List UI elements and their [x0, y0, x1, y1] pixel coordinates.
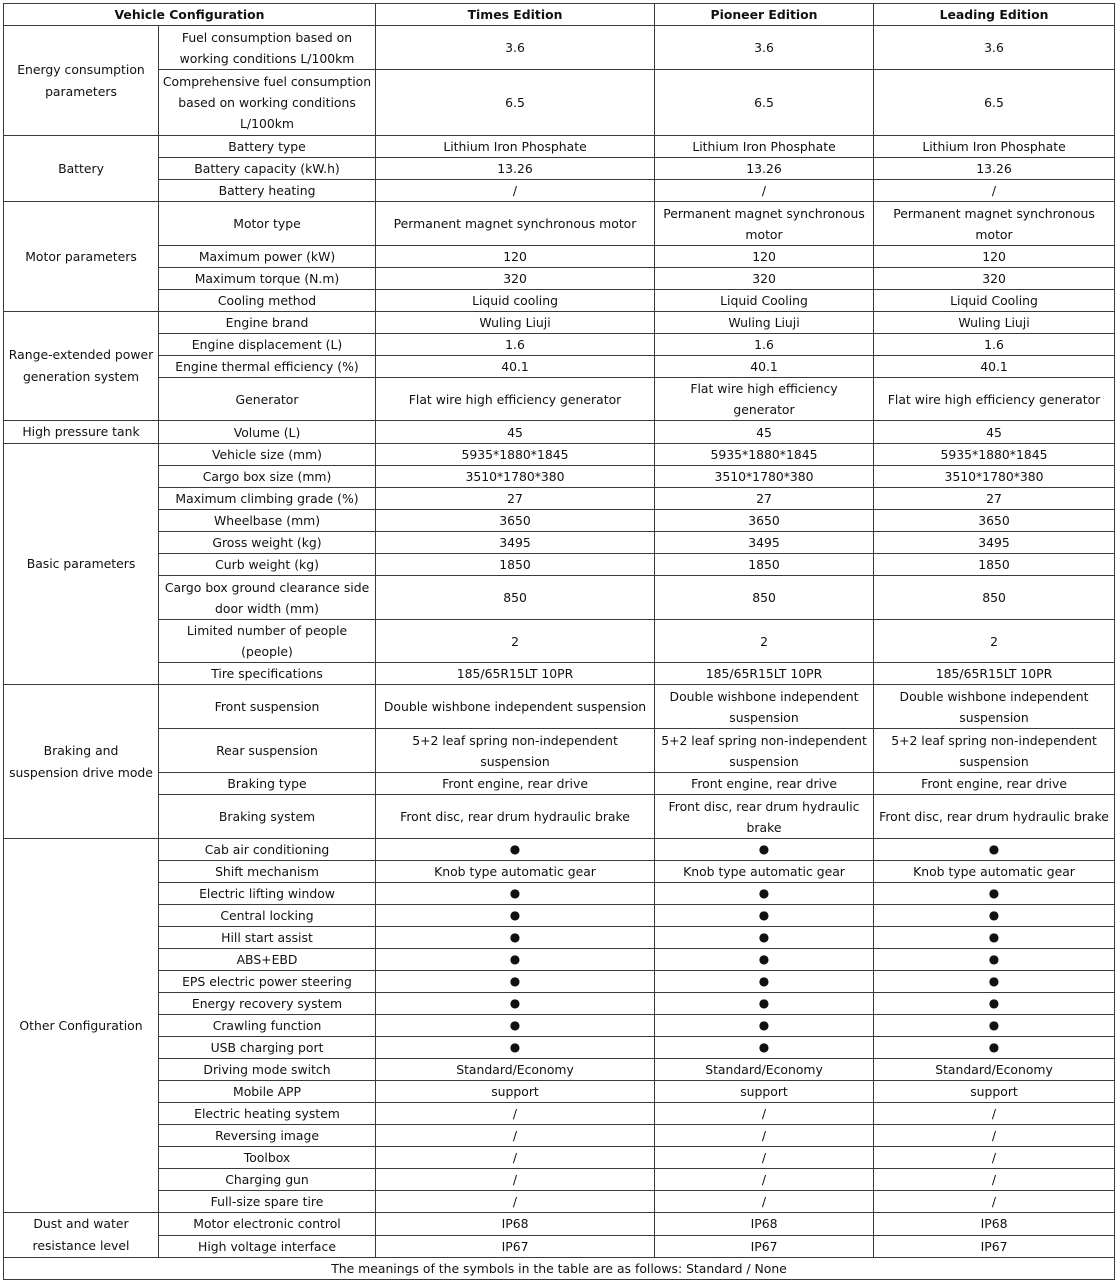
cell-pioneer-edition: ● [655, 993, 874, 1015]
row-label: Cab air conditioning [159, 839, 376, 861]
cell-leading-edition: 3510*1780*380 [874, 466, 1115, 488]
cell-times-edition: Front disc, rear drum hydraulic brake [376, 795, 655, 839]
table-row [4, 1213, 1115, 1236]
cell-leading-edition: Knob type automatic gear [874, 861, 1115, 883]
cell-leading-edition: ● [874, 839, 1115, 861]
cell-times-edition: Knob type automatic gear [376, 861, 655, 883]
group-label: Motor parameters [4, 202, 159, 312]
cell-pioneer-edition: ● [655, 883, 874, 905]
table-row [4, 576, 1115, 620]
row-label: Electric heating system [159, 1103, 376, 1125]
cell-leading-edition: Wuling Liuji [874, 312, 1115, 334]
row-label: Maximum torque (N.m) [159, 268, 376, 290]
row-label: Shift mechanism [159, 861, 376, 883]
cell-leading-edition: 3650 [874, 510, 1115, 532]
cell-pioneer-edition: ● [655, 1015, 874, 1037]
cell-times-edition: 13.26 [376, 158, 655, 180]
table-row [4, 202, 1115, 246]
cell-times-edition: 3650 [376, 510, 655, 532]
cell-times-edition: ● [376, 949, 655, 971]
cell-pioneer-edition: Front disc, rear drum hydraulic brake [655, 795, 874, 839]
cell-leading-edition: / [874, 1191, 1115, 1213]
table-row [4, 554, 1115, 576]
header-row [4, 4, 1115, 26]
cell-leading-edition: Liquid Cooling [874, 290, 1115, 312]
cell-pioneer-edition: Knob type automatic gear [655, 861, 874, 883]
cell-leading-edition: ● [874, 971, 1115, 993]
cell-leading-edition: 5935*1880*1845 [874, 444, 1115, 466]
group-label: Battery [4, 136, 159, 202]
cell-leading-edition: / [874, 180, 1115, 202]
row-label: Wheelbase (mm) [159, 510, 376, 532]
vehicle-configuration-table [3, 3, 1115, 1280]
row-label: Engine thermal efficiency (%) [159, 356, 376, 378]
cell-pioneer-edition: 5+2 leaf spring non-independent suspension [655, 729, 874, 773]
cell-times-edition: / [376, 1191, 655, 1213]
cell-times-edition: 2 [376, 620, 655, 663]
cell-leading-edition: IP68 [874, 1213, 1115, 1236]
footnote: The meanings of the symbols in the table are as follows: Standard / None [4, 1258, 1115, 1280]
table-row [4, 949, 1115, 971]
cell-pioneer-edition: Lithium Iron Phosphate [655, 136, 874, 158]
table-row [4, 905, 1115, 927]
cell-leading-edition: ● [874, 1015, 1115, 1037]
cell-leading-edition: Double wishbone independent suspension [874, 685, 1115, 729]
row-label: USB charging port [159, 1037, 376, 1059]
cell-times-edition: Front engine, rear drive [376, 773, 655, 795]
cell-times-edition: ● [376, 1037, 655, 1059]
cell-times-edition: 6.5 [376, 70, 655, 136]
cell-times-edition: 27 [376, 488, 655, 510]
row-label: Charging gun [159, 1169, 376, 1191]
cell-leading-edition: Front engine, rear drive [874, 773, 1115, 795]
cell-pioneer-edition: IP67 [655, 1235, 874, 1258]
table-row [4, 1235, 1115, 1258]
row-label: Reversing image [159, 1125, 376, 1147]
table-row [4, 1081, 1115, 1103]
cell-leading-edition: Permanent magnet synchronous motor [874, 202, 1115, 246]
row-label: EPS electric power steering [159, 971, 376, 993]
cell-leading-edition: ● [874, 927, 1115, 949]
row-label: Motor electronic control [159, 1213, 376, 1236]
cell-pioneer-edition: 40.1 [655, 356, 874, 378]
group-label: Basic parameters [4, 444, 159, 685]
cell-times-edition: 120 [376, 246, 655, 268]
group-label: Other Configuration [4, 839, 159, 1213]
table-row [4, 839, 1115, 861]
cell-times-edition: Standard/Economy [376, 1059, 655, 1081]
cell-times-edition: ● [376, 993, 655, 1015]
cell-leading-edition: 5+2 leaf spring non-independent suspension [874, 729, 1115, 773]
table-row [4, 70, 1115, 136]
cell-pioneer-edition: 6.5 [655, 70, 874, 136]
group-label: Range-extended power generation system [4, 312, 159, 421]
table-row [4, 488, 1115, 510]
cell-leading-edition: Standard/Economy [874, 1059, 1115, 1081]
header-pioneer-edition: Pioneer Edition [655, 4, 874, 26]
cell-times-edition: 1.6 [376, 334, 655, 356]
cell-times-edition: IP68 [376, 1213, 655, 1236]
cell-times-edition: ● [376, 905, 655, 927]
cell-times-edition: / [376, 1103, 655, 1125]
cell-times-edition: ● [376, 971, 655, 993]
cell-times-edition: Liquid cooling [376, 290, 655, 312]
table-row [4, 1147, 1115, 1169]
row-label: Cargo box ground clearance side door width (mm) [159, 576, 376, 620]
cell-pioneer-edition: Permanent magnet synchronous motor [655, 202, 874, 246]
row-label: Cooling method [159, 290, 376, 312]
table-row [4, 312, 1115, 334]
cell-pioneer-edition: 45 [655, 421, 874, 444]
row-label: Braking system [159, 795, 376, 839]
cell-times-edition: / [376, 1125, 655, 1147]
cell-pioneer-edition: 3510*1780*380 [655, 466, 874, 488]
row-label: Energy recovery system [159, 993, 376, 1015]
cell-leading-edition: support [874, 1081, 1115, 1103]
cell-times-edition: ● [376, 839, 655, 861]
cell-times-edition: 5935*1880*1845 [376, 444, 655, 466]
row-label: Fuel consumption based on working conditions L/100km [159, 26, 376, 70]
cell-pioneer-edition: Liquid Cooling [655, 290, 874, 312]
cell-leading-edition: ● [874, 949, 1115, 971]
cell-times-edition: 45 [376, 421, 655, 444]
cell-pioneer-edition: support [655, 1081, 874, 1103]
cell-leading-edition: / [874, 1169, 1115, 1191]
cell-leading-edition: ● [874, 883, 1115, 905]
table-row [4, 927, 1115, 949]
table-row [4, 861, 1115, 883]
cell-pioneer-edition: / [655, 1103, 874, 1125]
cell-pioneer-edition: Front engine, rear drive [655, 773, 874, 795]
table-row [4, 180, 1115, 202]
table-row [4, 1015, 1115, 1037]
cell-pioneer-edition: / [655, 1147, 874, 1169]
cell-times-edition: 3.6 [376, 26, 655, 70]
table-row [4, 26, 1115, 70]
row-label: Mobile APP [159, 1081, 376, 1103]
table-row [4, 268, 1115, 290]
row-label: ABS+EBD [159, 949, 376, 971]
cell-times-edition: 1850 [376, 554, 655, 576]
cell-pioneer-edition: 27 [655, 488, 874, 510]
table-row [4, 421, 1115, 444]
cell-times-edition: support [376, 1081, 655, 1103]
cell-leading-edition: 320 [874, 268, 1115, 290]
cell-leading-edition: 850 [874, 576, 1115, 620]
cell-pioneer-edition: ● [655, 927, 874, 949]
table-row [4, 158, 1115, 180]
row-label: Engine displacement (L) [159, 334, 376, 356]
table-row [4, 795, 1115, 839]
cell-leading-edition: 1850 [874, 554, 1115, 576]
cell-leading-edition: 13.26 [874, 158, 1115, 180]
cell-leading-edition: ● [874, 993, 1115, 1015]
table-body [4, 26, 1115, 1258]
row-label: Engine brand [159, 312, 376, 334]
cell-pioneer-edition: Wuling Liuji [655, 312, 874, 334]
cell-pioneer-edition: / [655, 180, 874, 202]
cell-pioneer-edition: 850 [655, 576, 874, 620]
cell-leading-edition: Front disc, rear drum hydraulic brake [874, 795, 1115, 839]
row-label: Toolbox [159, 1147, 376, 1169]
cell-times-edition: ● [376, 927, 655, 949]
row-label: Comprehensive fuel consumption based on working conditions L/100km [159, 70, 376, 136]
row-label: Battery capacity (kW.h) [159, 158, 376, 180]
footnote-row [4, 1258, 1115, 1280]
row-label: Battery heating [159, 180, 376, 202]
cell-pioneer-edition: / [655, 1169, 874, 1191]
table-row [4, 444, 1115, 466]
table-row [4, 334, 1115, 356]
cell-leading-edition: / [874, 1103, 1115, 1125]
cell-leading-edition: 6.5 [874, 70, 1115, 136]
cell-pioneer-edition: ● [655, 971, 874, 993]
table-row [4, 532, 1115, 554]
cell-times-edition: 3495 [376, 532, 655, 554]
table-row [4, 685, 1115, 729]
cell-leading-edition: 1.6 [874, 334, 1115, 356]
cell-leading-edition: 3.6 [874, 26, 1115, 70]
cell-pioneer-edition: / [655, 1191, 874, 1213]
cell-pioneer-edition: 1850 [655, 554, 874, 576]
cell-pioneer-edition: 2 [655, 620, 874, 663]
cell-leading-edition: 45 [874, 421, 1115, 444]
table-row [4, 993, 1115, 1015]
table-row [4, 290, 1115, 312]
table-row [4, 971, 1115, 993]
row-label: Maximum climbing grade (%) [159, 488, 376, 510]
cell-leading-edition: 27 [874, 488, 1115, 510]
cell-pioneer-edition: / [655, 1125, 874, 1147]
cell-leading-edition: 40.1 [874, 356, 1115, 378]
cell-leading-edition: 120 [874, 246, 1115, 268]
table-row [4, 1169, 1115, 1191]
cell-pioneer-edition: IP68 [655, 1213, 874, 1236]
row-label: Vehicle size (mm) [159, 444, 376, 466]
row-label: Curb weight (kg) [159, 554, 376, 576]
table-row [4, 883, 1115, 905]
table-row [4, 1125, 1115, 1147]
cell-leading-edition: 185/65R15LT 10PR [874, 663, 1115, 685]
cell-leading-edition: ● [874, 1037, 1115, 1059]
table-row [4, 1059, 1115, 1081]
cell-times-edition: 850 [376, 576, 655, 620]
cell-pioneer-edition: ● [655, 905, 874, 927]
row-label: Generator [159, 378, 376, 421]
cell-pioneer-edition: ● [655, 839, 874, 861]
cell-leading-edition: 2 [874, 620, 1115, 663]
cell-leading-edition: IP67 [874, 1235, 1115, 1258]
cell-pioneer-edition: 185/65R15LT 10PR [655, 663, 874, 685]
cell-pioneer-edition: Flat wire high efficiency generator [655, 378, 874, 421]
cell-times-edition: Lithium Iron Phosphate [376, 136, 655, 158]
group-label: Braking and suspension drive mode [4, 685, 159, 839]
cell-leading-edition: Lithium Iron Phosphate [874, 136, 1115, 158]
cell-times-edition: ● [376, 883, 655, 905]
row-label: Tire specifications [159, 663, 376, 685]
table-row [4, 729, 1115, 773]
table-row [4, 1191, 1115, 1213]
cell-times-edition: / [376, 180, 655, 202]
row-label: Central locking [159, 905, 376, 927]
cell-leading-edition: Flat wire high efficiency generator [874, 378, 1115, 421]
table-row [4, 1103, 1115, 1125]
row-label: Driving mode switch [159, 1059, 376, 1081]
cell-pioneer-edition: 120 [655, 246, 874, 268]
cell-pioneer-edition: Double wishbone independent suspension [655, 685, 874, 729]
cell-times-edition: 40.1 [376, 356, 655, 378]
cell-times-edition: Permanent magnet synchronous motor [376, 202, 655, 246]
table-row [4, 246, 1115, 268]
cell-times-edition: IP67 [376, 1235, 655, 1258]
table-row [4, 620, 1115, 663]
cell-pioneer-edition: 5935*1880*1845 [655, 444, 874, 466]
table-row [4, 663, 1115, 685]
row-label: Battery type [159, 136, 376, 158]
header-vehicle-configuration: Vehicle Configuration [4, 4, 376, 26]
row-label: Electric lifting window [159, 883, 376, 905]
cell-leading-edition: / [874, 1125, 1115, 1147]
cell-leading-edition: / [874, 1147, 1115, 1169]
row-label: Motor type [159, 202, 376, 246]
row-label: Cargo box size (mm) [159, 466, 376, 488]
cell-pioneer-edition: 3.6 [655, 26, 874, 70]
cell-pioneer-edition: ● [655, 949, 874, 971]
row-label: Maximum power (kW) [159, 246, 376, 268]
cell-leading-edition: 3495 [874, 532, 1115, 554]
row-label: Rear suspension [159, 729, 376, 773]
cell-times-edition: 5+2 leaf spring non-independent suspension [376, 729, 655, 773]
table-row [4, 510, 1115, 532]
cell-pioneer-edition: 320 [655, 268, 874, 290]
row-label: Limited number of people (people) [159, 620, 376, 663]
cell-times-edition: ● [376, 1015, 655, 1037]
cell-times-edition: 320 [376, 268, 655, 290]
table-row [4, 773, 1115, 795]
cell-times-edition: Wuling Liuji [376, 312, 655, 334]
cell-times-edition: Flat wire high efficiency generator [376, 378, 655, 421]
row-label: Gross weight (kg) [159, 532, 376, 554]
row-label: Full-size spare tire [159, 1191, 376, 1213]
group-label: Energy consumption parameters [4, 26, 159, 136]
cell-times-edition: Double wishbone independent suspension [376, 685, 655, 729]
row-label: High voltage interface [159, 1235, 376, 1258]
table-row [4, 136, 1115, 158]
table-row [4, 1037, 1115, 1059]
row-label: Volume (L) [159, 421, 376, 444]
row-label: Front suspension [159, 685, 376, 729]
row-label: Crawling function [159, 1015, 376, 1037]
table-row [4, 356, 1115, 378]
group-label: High pressure tank [4, 421, 159, 444]
cell-pioneer-edition: 3650 [655, 510, 874, 532]
table-row [4, 466, 1115, 488]
cell-times-edition: / [376, 1147, 655, 1169]
cell-times-edition: 185/65R15LT 10PR [376, 663, 655, 685]
cell-leading-edition: ● [874, 905, 1115, 927]
cell-times-edition: / [376, 1169, 655, 1191]
cell-pioneer-edition: 1.6 [655, 334, 874, 356]
cell-times-edition: 3510*1780*380 [376, 466, 655, 488]
header-leading-edition: Leading Edition [874, 4, 1115, 26]
header-times-edition: Times Edition [376, 4, 655, 26]
cell-pioneer-edition: Standard/Economy [655, 1059, 874, 1081]
cell-pioneer-edition: 13.26 [655, 158, 874, 180]
table-row [4, 378, 1115, 421]
row-label: Hill start assist [159, 927, 376, 949]
cell-pioneer-edition: 3495 [655, 532, 874, 554]
group-label: Dust and water resistance level [4, 1213, 159, 1258]
cell-pioneer-edition: ● [655, 1037, 874, 1059]
row-label: Braking type [159, 773, 376, 795]
